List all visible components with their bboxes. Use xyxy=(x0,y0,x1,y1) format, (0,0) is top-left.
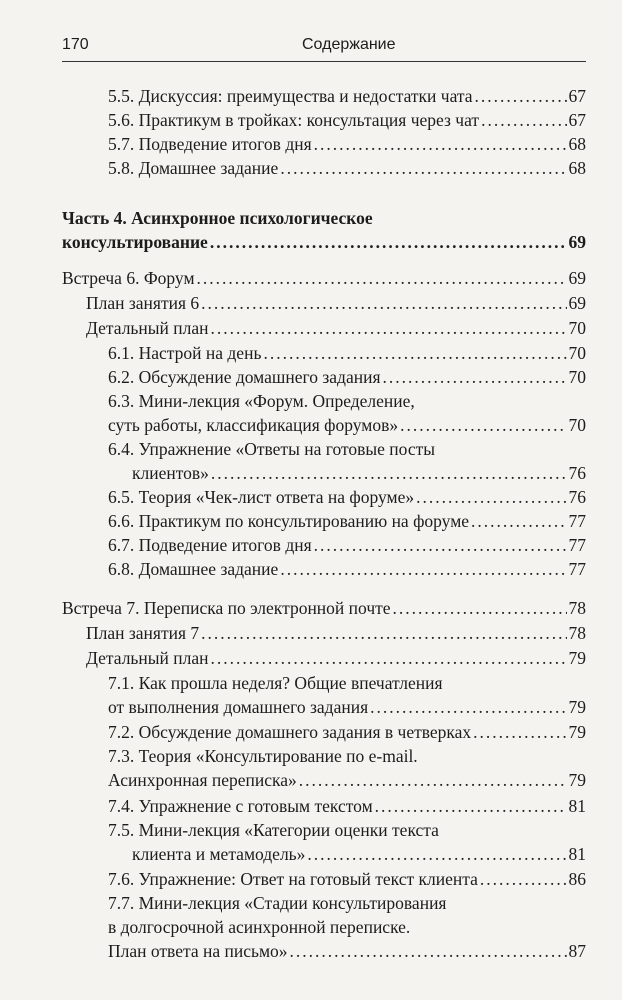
toc-entry xyxy=(108,557,586,581)
toc-page-number: 76 xyxy=(568,487,586,507)
toc-page-number: 67 xyxy=(568,86,586,106)
toc-entry-title: консультирование xyxy=(62,232,208,252)
toc-entry xyxy=(86,621,586,645)
toc-page-number: 69 xyxy=(568,268,586,288)
dot-leader xyxy=(370,695,566,719)
dot-leader xyxy=(416,485,566,509)
toc-entry-line xyxy=(108,818,586,842)
toc-entry xyxy=(108,156,586,180)
toc-entry xyxy=(108,341,586,365)
toc-entry xyxy=(108,485,586,509)
toc-entry-line xyxy=(86,621,586,645)
toc-entry-title: 7.7. Мини-лекция «Стадии консультирования xyxy=(108,893,447,913)
toc-page-number: 78 xyxy=(568,623,586,643)
dot-leader xyxy=(393,596,567,620)
toc-page-number: 77 xyxy=(568,559,586,579)
toc-entry-line xyxy=(62,596,586,620)
toc-entry xyxy=(62,596,586,620)
toc-entry-line xyxy=(108,341,586,365)
toc-entry-title: 6.6. Практикум по консультированию на форуме xyxy=(108,511,470,531)
toc-page-number: 69 xyxy=(568,232,586,252)
toc-entry-title: План занятия 7 xyxy=(86,623,200,643)
dot-leader xyxy=(307,842,566,866)
toc-entry xyxy=(86,316,586,340)
toc-page-number: 79 xyxy=(568,770,586,790)
page-number: 170 xyxy=(62,36,89,53)
toc-page-number: 69 xyxy=(568,293,586,313)
toc-entry-title: 6.8. Домашнее задание xyxy=(108,559,279,579)
toc-page-number: 79 xyxy=(568,722,586,742)
toc-page-number: 70 xyxy=(568,415,586,435)
toc-entry-line xyxy=(108,671,586,695)
toc-page-number: 70 xyxy=(568,318,586,338)
toc-entry xyxy=(108,509,586,533)
dot-leader xyxy=(197,266,567,290)
toc-entry xyxy=(108,437,586,485)
header-rule xyxy=(62,61,586,62)
toc-entry xyxy=(108,720,586,744)
toc-entry xyxy=(108,867,586,891)
toc-page-number: 81 xyxy=(568,796,586,816)
toc-entry xyxy=(86,646,586,670)
toc-entry-line xyxy=(108,509,586,533)
toc-entry xyxy=(108,671,586,719)
toc-page-number: 77 xyxy=(568,535,586,555)
dot-leader xyxy=(314,533,567,557)
toc-entry xyxy=(108,794,586,818)
dot-leader xyxy=(201,621,566,645)
toc-entry-line xyxy=(108,915,586,939)
toc-entry-title: суть работы, классификация форумов» xyxy=(108,415,399,435)
toc-entry-title: 6.1. Настрой на день xyxy=(108,343,262,363)
toc-entry-title: 7.6. Упражнение: Ответ на готовый текст клиента xyxy=(108,869,478,889)
toc-page-number: 77 xyxy=(568,511,586,531)
toc-entry-line xyxy=(108,156,586,180)
toc-entry-title: клиента и метамодель» xyxy=(132,844,306,864)
dot-leader xyxy=(280,557,566,581)
toc-entry-line xyxy=(62,206,586,230)
toc-page-number: 78 xyxy=(568,598,586,618)
toc-entry xyxy=(108,891,586,963)
toc-entry-title: 6.7. Подведение итогов дня xyxy=(108,535,312,555)
toc-entry xyxy=(108,744,586,792)
toc-entry-title: Детальный план xyxy=(86,318,209,338)
toc-entry-line xyxy=(108,413,586,437)
dot-leader xyxy=(211,646,567,670)
toc-entry-title: Встреча 6. Форум xyxy=(62,268,195,288)
toc-entry-line xyxy=(108,365,586,389)
toc-entry-title: План ответа на письмо» xyxy=(108,941,288,961)
toc-entry-title: 6.5. Теория «Чек-лист ответа на форуме» xyxy=(108,487,415,507)
toc-entry-line xyxy=(108,132,586,156)
toc-entry-title: Встреча 7. Переписка по электронной почте xyxy=(62,598,391,618)
toc-page-number: 68 xyxy=(568,158,586,178)
toc-entry xyxy=(108,108,586,132)
toc-page-number: 68 xyxy=(568,134,586,154)
toc-entry-line xyxy=(108,84,586,108)
toc-entry-title: клиентов» xyxy=(132,463,209,483)
toc-entry-line xyxy=(108,842,586,866)
running-header xyxy=(62,32,586,62)
toc-entry xyxy=(62,206,586,254)
toc-entry-title: от выполнения домашнего задания xyxy=(108,697,369,717)
toc-entry-title: План занятия 6 xyxy=(86,293,200,313)
toc-entry xyxy=(108,389,586,437)
toc-entry-title: Часть 4. Асинхронное психологическое xyxy=(62,208,373,228)
toc-entry-line xyxy=(108,744,586,768)
toc-page-number: 79 xyxy=(568,697,586,717)
toc-page-number: 86 xyxy=(568,869,586,889)
dot-leader xyxy=(480,867,567,891)
toc-entry-line xyxy=(108,720,586,744)
toc-entry-title: 5.6. Практикум в тройках: консультация через чат xyxy=(108,110,480,130)
toc-entry xyxy=(108,365,586,389)
toc-entry-line xyxy=(108,461,586,485)
dot-leader xyxy=(211,461,567,485)
dot-leader xyxy=(211,316,567,340)
dot-leader xyxy=(400,413,566,437)
toc-entry-line xyxy=(86,291,586,315)
toc-entry-line xyxy=(108,695,586,719)
toc-entry-line xyxy=(108,794,586,818)
toc-entry-title: в долгосрочной асинхронной переписке. xyxy=(108,917,411,937)
dot-leader xyxy=(473,720,566,744)
toc-entry-title: 7.5. Мини-лекция «Категории оценки текста xyxy=(108,820,439,840)
toc-entry-line xyxy=(108,108,586,132)
toc-entry-title: Асинхронная переписка» xyxy=(108,770,297,790)
toc-entry-line xyxy=(108,437,586,461)
toc-entry-line xyxy=(86,646,586,670)
toc-entry-title: 5.8. Домашнее задание xyxy=(108,158,279,178)
toc-page-number: 87 xyxy=(568,941,586,961)
toc-entry-title: 7.2. Обсуждение домашнего задания в четверках xyxy=(108,722,472,742)
dot-leader xyxy=(299,768,567,792)
dot-leader xyxy=(375,794,567,818)
toc-entry-line xyxy=(108,867,586,891)
toc-entry-title: Детальный план xyxy=(86,648,209,668)
page-title: Содержание xyxy=(302,36,396,53)
dot-leader xyxy=(383,365,567,389)
toc-page-number: 79 xyxy=(568,648,586,668)
toc-entry xyxy=(108,818,586,866)
toc-entry-title: 5.5. Дискуссия: преимущества и недостатки чата xyxy=(108,86,473,106)
toc-entry-title: 7.1. Как прошла неделя? Общие впечатления xyxy=(108,673,443,693)
toc-entry xyxy=(62,266,586,290)
toc-entry-title: 7.4. Упражнение с готовым текстом xyxy=(108,796,373,816)
toc-page-number: 70 xyxy=(568,343,586,363)
toc-entry-title: 5.7. Подведение итогов дня xyxy=(108,134,312,154)
toc-page-number: 76 xyxy=(568,463,586,483)
toc-page-number: 81 xyxy=(568,844,586,864)
toc-entry-title: 6.3. Мини-лекция «Форум. Определение, xyxy=(108,391,415,411)
toc-entry-title: 7.3. Теория «Консультирование по e-mail. xyxy=(108,746,418,766)
toc-entry-title: 6.4. Упражнение «Ответы на готовые посты xyxy=(108,439,436,459)
toc-entry-line xyxy=(108,485,586,509)
dot-leader xyxy=(263,341,566,365)
toc-page-number: 70 xyxy=(568,367,586,387)
toc-entry-line xyxy=(108,389,586,413)
toc-entry xyxy=(86,291,586,315)
toc-entry xyxy=(108,533,586,557)
toc-entry-line xyxy=(108,939,586,963)
dot-leader xyxy=(314,132,567,156)
dot-leader xyxy=(475,84,567,108)
toc-entry-line xyxy=(108,557,586,581)
toc-entry-line xyxy=(86,316,586,340)
toc-entry-line xyxy=(108,891,586,915)
toc-entry-line xyxy=(108,768,586,792)
toc-entry-line xyxy=(108,533,586,557)
toc-entry-title: 6.2. Обсуждение домашнего задания xyxy=(108,367,381,387)
toc-page-number: 67 xyxy=(568,110,586,130)
toc-entry-line xyxy=(62,230,586,254)
dot-leader xyxy=(210,230,567,254)
dot-leader xyxy=(471,509,566,533)
toc-entry xyxy=(108,84,586,108)
toc-entry-line xyxy=(62,266,586,290)
dot-leader xyxy=(290,939,567,963)
dot-leader xyxy=(280,156,566,180)
toc-entry xyxy=(108,132,586,156)
dot-leader xyxy=(481,108,566,132)
dot-leader xyxy=(201,291,566,315)
